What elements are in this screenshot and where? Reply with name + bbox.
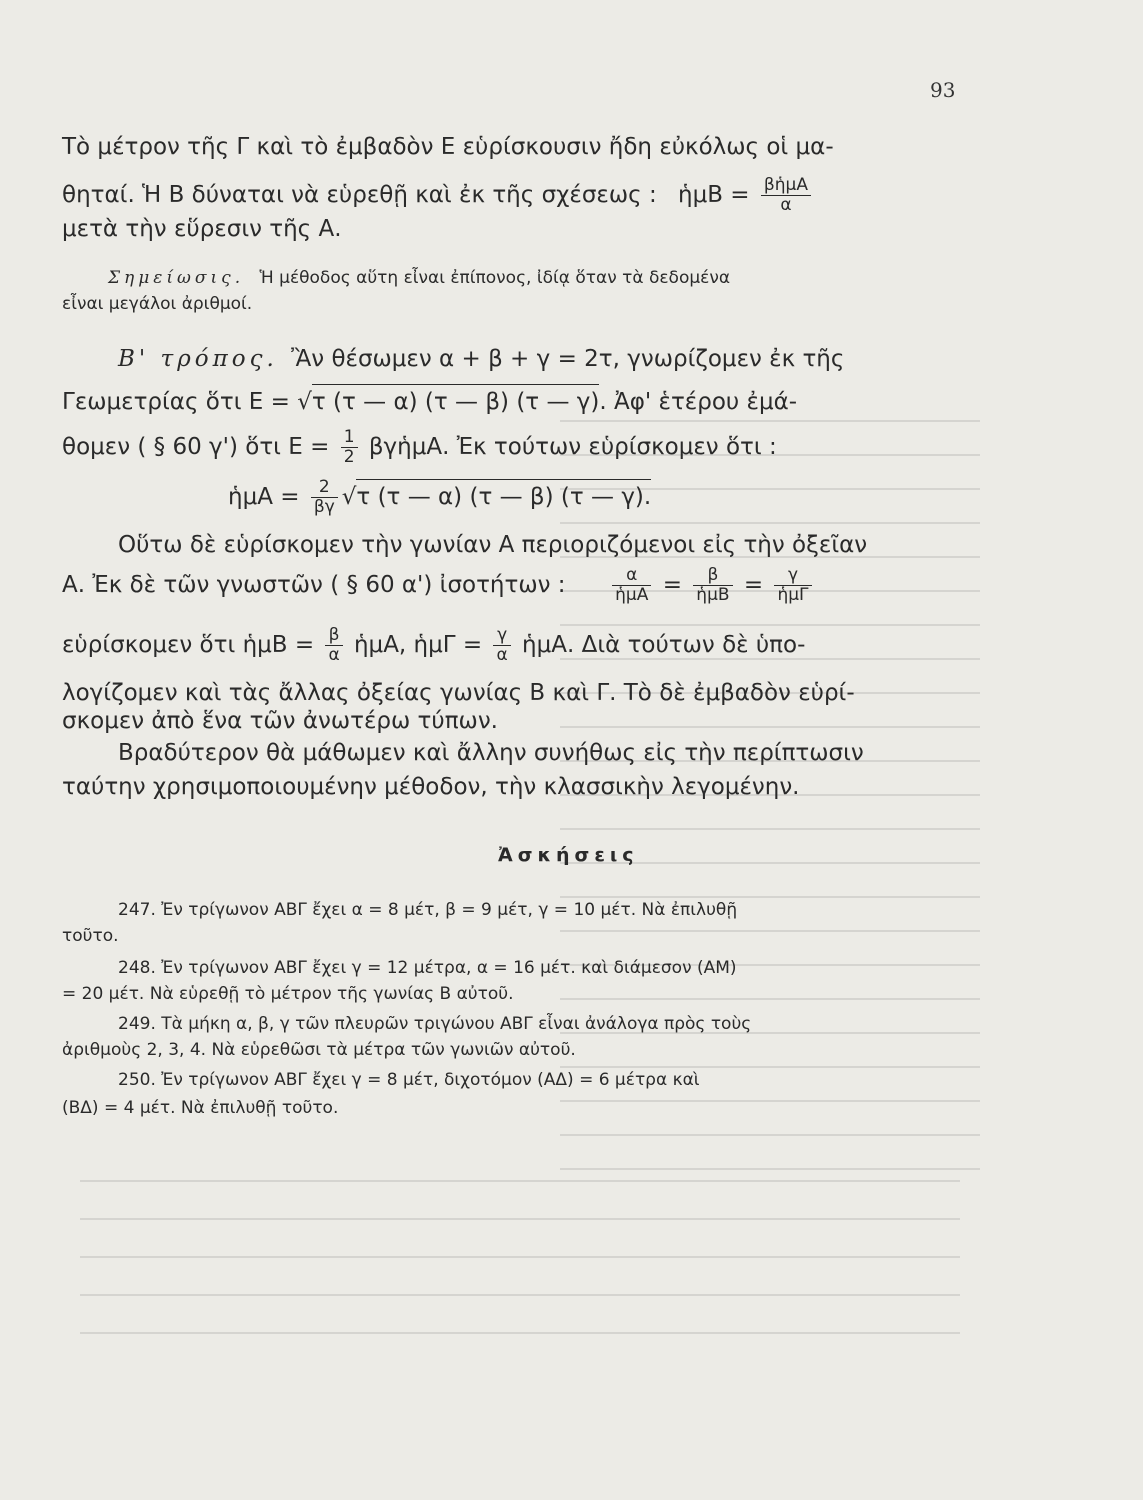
sinB-sinC-line [62, 626, 805, 665]
fraction-denominator: ἡμΑ [615, 585, 649, 605]
paragraph-1-line-3: μετὰ τὴν εὕρεσιν τῆς Α. [62, 216, 342, 242]
exercises-heading: Ἀσκήσεις [498, 844, 639, 866]
fraction-numerator: β [693, 566, 732, 586]
exercise-250-line-2: (ΒΔ) = 4 μέτ. Νὰ ἐπιλυθῇ τοῦτο. [62, 1098, 339, 1118]
fraction-numerator: γ [493, 626, 510, 646]
fraction-denominator: βγ [313, 497, 335, 517]
later-paragraph-line-2: ταύτην χρησιμοποιουμένην μέθοδον, τὴν κλασσικὴν λεγομένην. [62, 774, 800, 800]
sinA-lhs: ἡμΑ = [228, 484, 300, 510]
area-formula-lhs: θομεν ( § 60 γ') ὅτι Ε = [62, 434, 330, 460]
law-of-sines-intro: Α. Ἐκ δὲ τῶν γνωστῶν ( § 60 α') ἰσοτήτων : [62, 572, 566, 598]
sinB-lhs: εὑρίσκομεν ὅτι ἡμΒ = [62, 632, 315, 658]
note-label: Σημείωσις. [108, 268, 245, 288]
equals-sign: = [662, 572, 682, 598]
b-over-sinB [693, 566, 732, 605]
fraction-numerator: α [612, 566, 651, 586]
paragraph-1-line-2 [62, 176, 815, 215]
formula-sinB-lhs: ἡμΒ = [678, 182, 750, 208]
method-2-line-1 [118, 344, 844, 374]
paragraph-1-line-1: Τὸ μέτρον τῆς Γ καὶ τὸ ἐμβαδὸν Ε εὑρίσκουσιν ἤδη εὐκόλως οἱ μα- [62, 134, 834, 160]
formula-sinB-fraction [761, 176, 811, 215]
method-2-label: Β' τρόπος. [118, 346, 278, 372]
fraction-numerator: 1 [341, 428, 358, 448]
method-2-line-3-tail: βγἡμΑ. Ἐκ τούτων εὑρίσκομεν ὅτι : [368, 434, 777, 460]
exercise-248-line-1: 248. Ἐν τρίγωνον ΑΒΓ ἔχει γ = 12 μέτρα, α = 16 μέτ. καὶ διάμεσον (ΑΜ) [118, 958, 737, 978]
fraction-numerator: γ [774, 566, 811, 586]
fraction-numerator: 2 [311, 478, 338, 498]
method-2-line-9: σκομεν ἀπὸ ἕνα τῶν ἀνωτέρω τύπων. [62, 708, 498, 734]
method-2-line-5: Οὕτω δὲ εὑρίσκομεν τὴν γωνίαν Α περιοριζόμενοι εἰς τὴν ὀξεῖαν [118, 532, 868, 558]
one-half-fraction [341, 428, 358, 467]
exercise-247-line-2: τοῦτο. [62, 926, 119, 946]
heron-radicand: τ (τ — α) (τ — β) (τ — γ) [312, 384, 599, 417]
method-2-line-2-tail: . Ἀφ' ἑτέρου ἐμά- [599, 389, 798, 415]
note-line-1 [108, 266, 730, 290]
method-2-line-3 [62, 428, 777, 467]
exercise-250-line-1: 250. Ἐν τρίγωνον ΑΒΓ ἔχει γ = 8 μέτ, διχοτόμον (ΑΔ) = 6 μέτρα καὶ [118, 1070, 700, 1090]
heron-lhs: Γεωμετρίας ὅτι Ε = √ [62, 389, 312, 415]
method-2-line-8: λογίζομεν καὶ τὰς ἄλλας ὀξείας γωνίας Β καὶ Γ. Τὸ δὲ ἐμβαδὸν εὑρί- [62, 680, 855, 706]
c-over-a [493, 626, 510, 665]
two-over-bg-fraction [311, 478, 338, 517]
exercise-247-line-1: 247. Ἐν τρίγωνον ΑΒΓ ἔχει α = 8 μέτ, β = 9 μέτ, γ = 10 μέτ. Νὰ ἐπιλυθῇ [118, 900, 738, 920]
a-over-sinA [612, 566, 651, 605]
page-number: 93 [930, 78, 956, 102]
method-2-line-2 [62, 384, 797, 417]
sinA-formula: ἡμΑ = $\frac{2}{\beta\gamma}$ √τ (τ — α) (τ — β) (τ — γ). [228, 477, 652, 517]
fraction-denominator: 2 [343, 447, 355, 467]
fraction-denominator: α [496, 645, 508, 665]
fraction-denominator: ἡμΒ [696, 585, 730, 605]
method-2-line-1-text: Ἂν θέσωμεν α + β + γ = 2τ, γνωρίζομεν ἐκ τῆς [291, 346, 845, 372]
note-text: Ἡ μέθοδος αὕτη εἶναι ἐπίπονος, ἰδίᾳ ὅταν τὰ δεδομένα [259, 268, 731, 288]
fraction-denominator: ἡμΓ [777, 585, 809, 605]
exercise-248-line-2: = 20 μέτ. Νὰ εὑρεθῇ τὸ μέτρον τῆς γωνίας Β αὐτοῦ. [62, 984, 514, 1004]
equals-sign: = [743, 572, 764, 598]
b-over-a [325, 626, 342, 665]
paragraph-1-line-2-text: θηταί. Ἡ Β δύναται νὰ εὑρεθῇ καὶ ἐκ τῆς σχέσεως : [62, 182, 657, 208]
exercise-249-line-2: ἀριθμοὺς 2, 3, 4. Νὰ εὑρεθῶσι τὰ μέτρα τῶν γωνιῶν αὐτοῦ. [62, 1040, 576, 1060]
sinA-radicand: τ (τ — α) (τ — β) (τ — γ). [356, 479, 651, 512]
fraction-numerator: β [325, 626, 342, 646]
sinC-lhs: ἡμΑ, ἡμΓ = [353, 632, 483, 658]
later-paragraph-line-1: Βραδύτερον θὰ μάθωμεν καὶ ἄλλην συνήθως εἰς τὴν περίπτωσιν [118, 740, 864, 766]
sinB-sinC-tail: ἡμΑ. Διὰ τούτων δὲ ὑπο- [522, 632, 806, 658]
fraction-denominator: α [780, 195, 792, 215]
c-over-sinC [774, 566, 811, 605]
law-of-sines-line [62, 566, 816, 605]
note-line-2: εἶναι μεγάλοι ἀριθμοί. [62, 294, 253, 314]
fraction-numerator: βἡμΑ [761, 176, 811, 196]
exercise-249-line-1: 249. Τὰ μήκη α, β, γ τῶν πλευρῶν τριγώνου ΑΒΓ εἶναι ἀνάλογα πρὸς τοὺς [118, 1014, 752, 1034]
fraction-denominator: α [328, 645, 340, 665]
